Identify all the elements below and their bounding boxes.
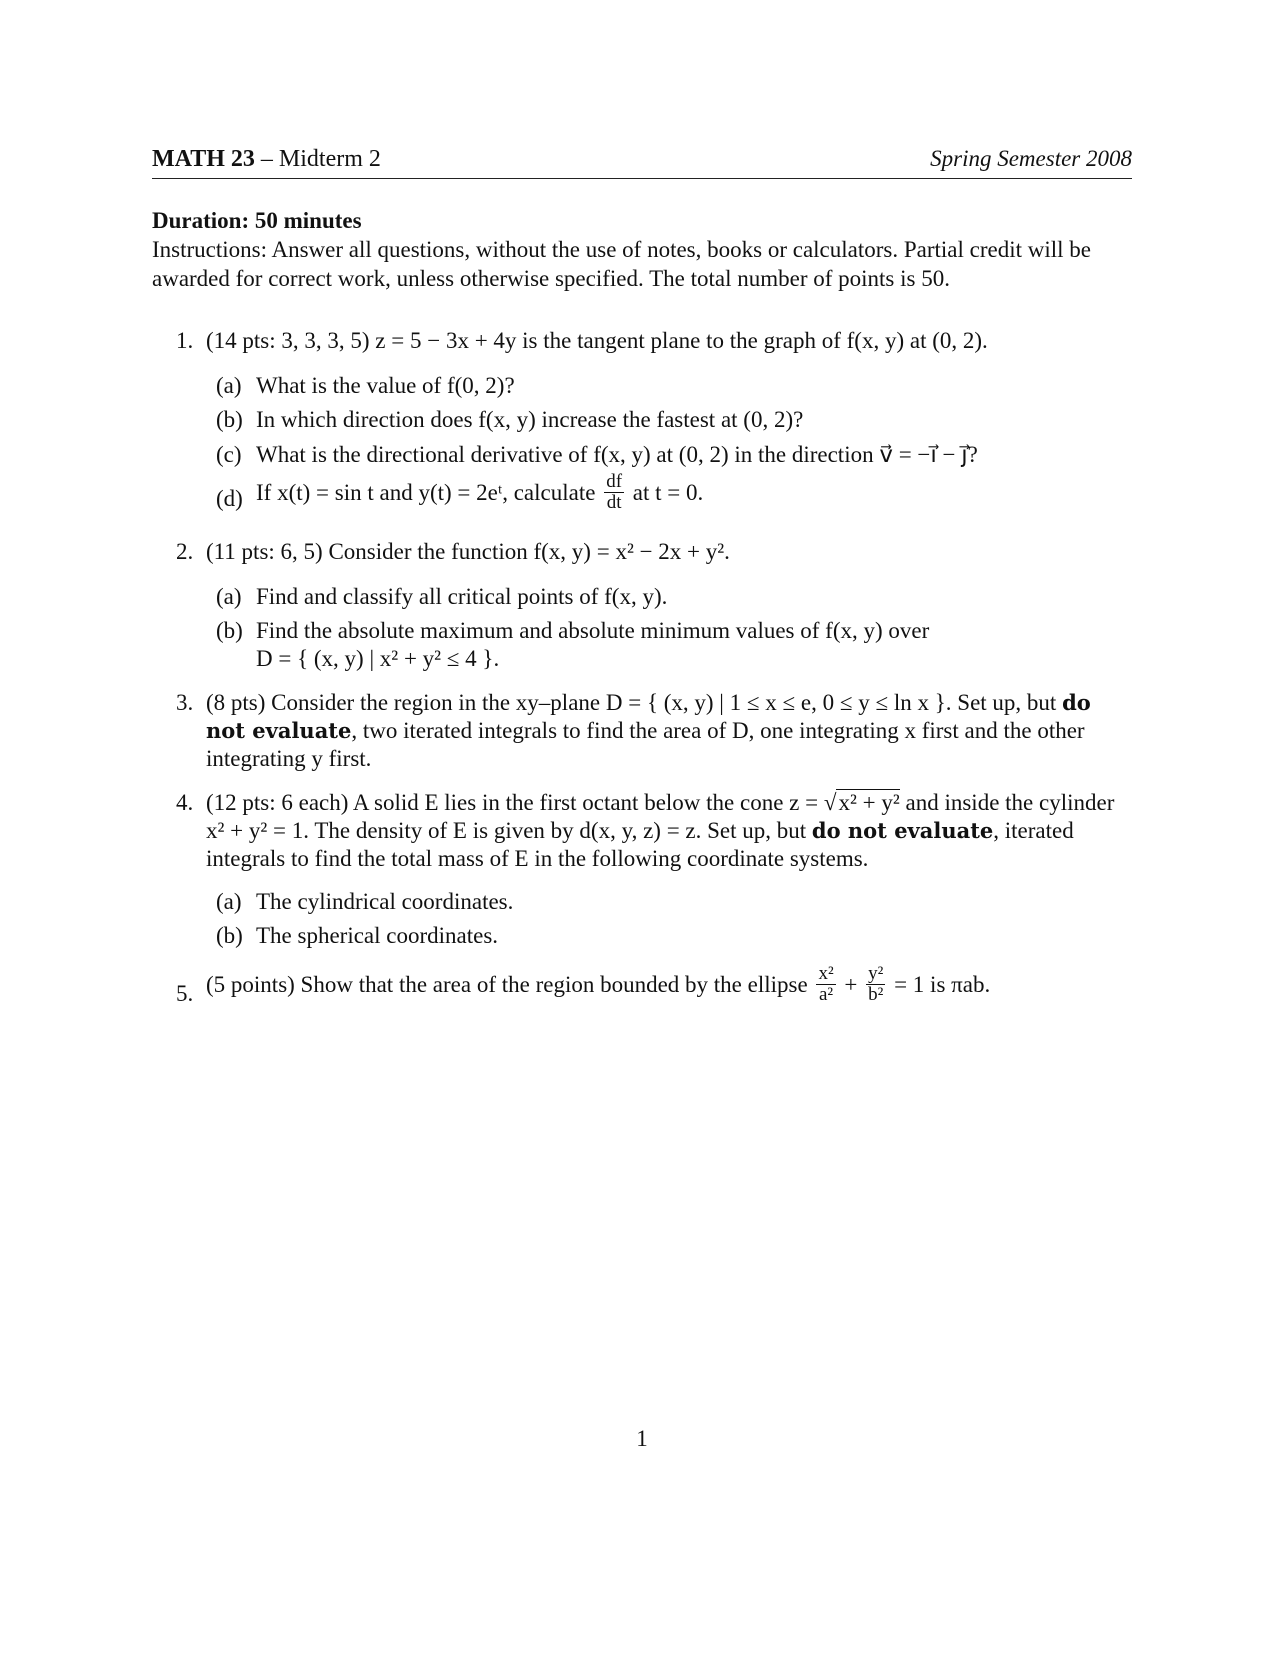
question-4a: [216, 888, 1132, 916]
question-4b: [216, 922, 1132, 950]
exam-name: – Midterm 2: [254, 146, 381, 172]
fraction-denominator: dt: [606, 492, 622, 513]
fraction-denominator: a²: [818, 984, 834, 1005]
part-label: (a): [216, 584, 242, 609]
duration: Duration: 50 minutes: [152, 208, 362, 233]
part-text-line-2: D = { (x, y) | x² + y² ≤ 4 }.: [256, 646, 500, 671]
exam-title: [152, 146, 381, 173]
bold-instruction: do not evaluate: [811, 818, 994, 843]
question-text: [206, 963, 1132, 1007]
ellipse-fraction-y: [866, 964, 885, 1005]
plus-sign: +: [844, 971, 858, 997]
part-text: The cylindrical coordinates.: [256, 889, 514, 914]
part-label: (d): [216, 486, 243, 511]
part-text: In which direction does f(x, y) increase the fastest at (0, 2)?: [256, 407, 804, 432]
radicand: x² + y²: [838, 790, 900, 815]
bold-instruction: do not evaluate: [206, 690, 1091, 743]
part-text-post: at t = 0.: [632, 479, 704, 505]
exam-intro: [152, 206, 1132, 293]
question-1c: [216, 441, 1132, 469]
question-text: (11 pts: 6, 5) Consider the function f(x, y) = x² − 2x + y².: [206, 539, 730, 564]
part-text-line-1: Find the absolute maximum and absolute minimum values of f(x, y) over: [256, 618, 930, 643]
question-2b: [216, 617, 1132, 673]
question-text-1: (8 pts) Consider the region in the xy–plane D = { (x, y) | 1 ≤ x ≤ e, 0 ≤ y ≤ ln x }. Set up, but: [206, 690, 1057, 715]
fraction-numerator: x²: [818, 963, 834, 984]
question-text-1: (12 pts: 6 each) A solid E lies in the first octant below the cone z =: [206, 790, 819, 815]
question-1: [176, 327, 1132, 355]
question-text: (14 pts: 3, 3, 3, 5) z = 5 − 3x + 4y is the tangent plane to the graph of f(x, y) at (0, 2).: [206, 328, 988, 353]
question-number: 2.: [176, 539, 194, 564]
part-label: (b): [216, 618, 243, 643]
question-4: [176, 789, 1132, 873]
question-3: [176, 689, 1132, 773]
part-text: [256, 471, 1132, 515]
page-header: [152, 146, 1132, 179]
question-2: [176, 538, 1132, 566]
part-label: (b): [216, 407, 243, 432]
part-label: (b): [216, 923, 243, 948]
ellipse-fraction-x: [816, 964, 835, 1005]
question-number: 1.: [176, 328, 194, 353]
exam-page: [152, 0, 1132, 1656]
part-label: (a): [216, 889, 242, 914]
fraction-numerator: y²: [868, 963, 884, 984]
fraction-denominator: b²: [868, 984, 884, 1005]
question-1d: [216, 471, 1132, 515]
question-text-1: (5 points) Show that the area of the region bounded by the ellipse: [206, 971, 808, 997]
page-number: 1: [636, 1426, 648, 1451]
fraction-numerator: df: [606, 471, 623, 492]
instructions: Instructions: Answer all questions, without the use of notes, books or calculators. Partial credit will be awarded for correct work, unless otherwise specified. The total number of points is 50.: [152, 237, 1091, 291]
part-text: What is the directional derivative of f(x, y) at (0, 2) in the direction v⃗ = −i⃗ − j⃗?: [256, 442, 978, 467]
question-text: [206, 789, 1132, 873]
question-1b: [216, 406, 1132, 434]
part-text: The spherical coordinates.: [256, 923, 499, 948]
question-number: 5.: [176, 981, 194, 1006]
question-text-2: , two iterated integrals to find the area of D, one integrating x first and the other integrating y first.: [206, 718, 1085, 771]
part-label: (c): [216, 442, 242, 467]
question-text-2: and inside the cylinder x² + y² = 1. The density of E is given by d(x, y, z) = z. Set up, but: [206, 790, 1115, 843]
question-5: [176, 963, 1132, 1007]
square-root: √x² + y²: [823, 790, 900, 815]
semester: Spring Semester 2008: [930, 146, 1132, 171]
question-number: 3.: [176, 690, 194, 715]
question-text: [206, 689, 1132, 773]
part-text: [256, 617, 1132, 673]
question-text-3: , iterated integrals to find the total mass of E in the following coordinate systems.: [206, 818, 1074, 871]
part-text: What is the value of f(0, 2)?: [256, 373, 515, 398]
question-text-2: = 1 is πab.: [894, 971, 991, 997]
question-1a: [216, 372, 1132, 400]
question-2a: [216, 583, 1132, 611]
part-text: Find and classify all critical points of f(x, y).: [256, 584, 668, 609]
derivative-fraction: [604, 472, 624, 513]
part-text-pre: If x(t) = sin t and y(t) = 2eᵗ, calculate: [256, 479, 596, 505]
part-label: (a): [216, 373, 242, 398]
course-code: MATH 23: [152, 146, 255, 172]
question-number: 4.: [176, 790, 194, 815]
